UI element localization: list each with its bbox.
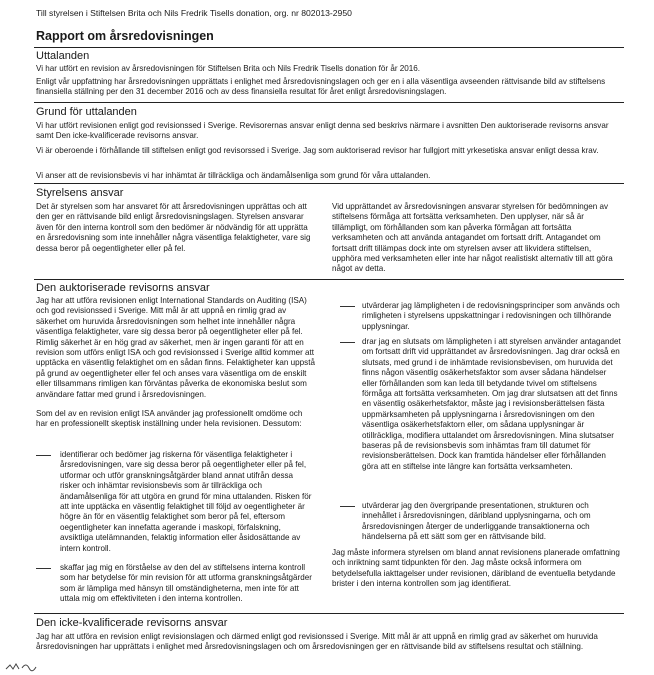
section-divider — [34, 47, 624, 48]
bullet-dash — [340, 342, 355, 343]
bullet-dash — [36, 568, 51, 569]
heading-styrelsens: Styrelsens ansvar — [36, 187, 124, 199]
auktoriserade-right-p1: Jag måste informera styrelsen om bland annat revisionens planerade omfattning och inriktning samt tidpunkten för den. Jag måste också informera om betydelsefulla iakttagelser under revisionen, däribland de eventuella betydande brister i den interna kontrollen som jag identifierat. — [332, 548, 620, 589]
addressee-line: Till styrelsen i Stiftelsen Brita och Nils Fredrik Tisells donation, org. nr 802013-2950 — [36, 8, 352, 18]
grund-p1: Vi har utfört revisionen enligt god revisionssed i Sverige. Revisorernas ansvar enligt denna sed beskrivs närmare i avsnitten Den auktoriserade revisorns ansvar samt Den icke-kvalificerade revisorns ansvar. — [36, 121, 609, 141]
bullet-dash — [340, 506, 355, 507]
styrelsens-right: Vid upprättandet av årsredovisningen ansvarar styrelsen för bedömningen av stiftelsens förmåga att fortsätta verksamheten. Den upplyser, när så är tillämpligt, om förhållanden som kan påverka förmågan att fortsätta verksamheten och att använda antagandet om fortsatt drift. Antagandet om fortsatt drift tillämpas dock inte om styrelsen avser att likvidera stiftelsen, upphöra med verksamheten eller inte har något realistiskt alternativ till att göra något av detta. — [332, 202, 613, 274]
report-title: Rapport om årsredovisningen — [36, 29, 214, 43]
auktoriserade-right-b1: utvärderar jag lämpligheten i de redovisningsprinciper som används och rimligheten i styrelsens uppskattningar i redovisningen och tillhörande upplysningar. — [362, 301, 620, 331]
heading-uttalanden: Uttalanden — [36, 50, 90, 62]
bullet-dash — [36, 455, 51, 456]
section-divider — [34, 183, 624, 184]
section-divider — [34, 613, 624, 614]
section-divider — [34, 102, 624, 103]
auktoriserade-left-p1: Jag har att utföra revisionen enligt International Standards on Auditing (ISA) och god revisionssed i Sverige. Mitt mål är att uppnå en rimlig grad av säkerhet om huruvida årsredovisningen som helhet inte innehåller några väsentliga felaktigheter, vare sig dessa beror på oegentligheter eller på fel. Rimlig säkerhet är en hög grad av säkerhet, men är ingen garanti för att en revision som utförs enligt ISA och god revisionssed i Sverige alltid kommer att upptäcka en väsentlig felaktighet om en sådan finns. Felaktigheter kan uppstå på grund av oegentligheter eller fel och anses vara väsentliga om de enskilt eller tillsammans rimligen kan förväntas påverka de ekonomiska beslut som användare fattar med grund i årsredovisningen. — [36, 296, 315, 399]
heading-ickekval: Den icke-kvalificerade revisorns ansvar — [36, 617, 228, 629]
bullet-dash — [340, 306, 355, 307]
auktoriserade-left-p2: Som del av en revision enligt ISA använder jag professionellt omdöme och har en professionellt skeptisk inställning under hela revisionen. Dessutom: — [36, 409, 303, 429]
uttalanden-p1: Vi har utfört en revision av årsredovisningen för Stiftelsen Brita och Nils Fredrik Tisells donation för år 2016. — [36, 64, 421, 73]
ickekval-p1: Jag har att utföra en revision enligt revisionslagen och därmed enligt god revisionssed i Sverige. Mitt mål är att uppnå en rimlig grad av säkerhet om huruvida årsredovisningen har upprättats i enlighet med årsredovisningslagen och om årsredovisningen ger en rättvisande bild av stiftelsens resultat och ställning. — [36, 632, 598, 652]
heading-grund: Grund för uttalanden — [36, 106, 137, 118]
auktoriserade-left-b2: skaffar jag mig en förståelse av den del av stiftelsens interna kontroll som har betydelse för min revision för att utforma granskningsåtgärder som är lämpliga med hänsyn till omständigheterna, men inte för att uttala mig om effektiviteten i den interna kontrollen. — [60, 563, 312, 604]
section-divider — [34, 279, 624, 280]
grund-p3: Vi anser att de revisionsbevis vi har inhämtat är tillräckliga och ändamålsenliga som grund för våra uttalanden. — [36, 171, 431, 180]
grund-p2: Vi är oberoende i förhållande till stiftelsen enligt god revisorssed i Sverige. Jag som auktoriserad revisor har fullgjort mitt yrkesetiska ansvar enligt dessa krav. — [36, 146, 599, 155]
heading-auktoriserade: Den auktoriserade revisorns ansvar — [36, 282, 210, 294]
styrelsens-left: Det är styrelsen som har ansvaret för att årsredovisningen upprättas och att den ger en rättvisande bild enligt årsredovisningslagen. Styrelsen ansvarar även för den interna kontroll som den bedömer är nödvändig för att upprätta en årsredovisning som inte innehåller några väsentliga felaktigheter, vare sig dessa beror på oegentligheter eller på fel. — [36, 202, 311, 253]
auktoriserade-left-b1: identifierar och bedömer jag riskerna för väsentliga felaktigheter i årsredovisningen, vare sig dessa beror på oegentligheter eller på fel, utformar och utför granskningsåtgärder bland annat utifrån dessa risker och inhämtar revisionsbevis som är tillräckliga och ändamålsenliga för att utgöra en grund för mina uttalanden. Risken för att inte upptäcka en väsentlig felaktighet till följd av oegentligheter är högre än för en väsentlig felaktighet som beror på fel, eftersom oegentligheter kan innefatta agerande i maskopi, förfalskning, avsiktliga utelämnanden, felaktig information eller åsidosättande av intern kontroll. — [60, 450, 312, 553]
signature-mark-icon — [4, 659, 44, 673]
uttalanden-p2: Enligt vår uppfattning har årsredovisningen upprättats i enlighet med årsredovisningslagen och ger en i alla väsentliga avseenden rättvisande bild av stiftelsens finansiella ställning per den 31 december 2016 och av dess finansiella resultat för året enligt årsredovisningslagen. — [36, 77, 606, 97]
auktoriserade-right-b3: utvärderar jag den övergripande presentationen, strukturen och innehållet i årsredovisningen, däribland upplysningarna, och om årsredovisningen återger de underliggande transaktionerna och händelserna på ett sätt som ger en rättvisande bild. — [362, 501, 591, 542]
auktoriserade-right-b2: drar jag en slutsats om lämpligheten i att styrelsen använder antagandet om fortsatt drift vid upprättandet av årsredovisningen. Jag drar också en slutsats, med grund i de inhämtade revisionsbevisen, om huruvida det finns någon väsentlig osäkerhetsfaktor som avser sådana händelser eller förhållanden som kan leda till betydande tvivel om stiftelsens förmåga att fortsätta verksamheten. Om jag drar slutsatsen att det finns en väsentlig osäkerhetsfaktor, måste jag i revisionsberättelsen fästa uppmärksamheten på upplysningarna i årsredovisningen om den väsentliga osäkerhetsfaktorn eller, om sådana upplysningar är otillräckliga, modifiera uttalandet om årsredovisningen. Mina slutsatser baseras på de revisionsbevis som inhämtas fram till datumet för revisionsberättelsen. Dock kan framtida händelser eller förhållanden göra att en stiftelse inte längre kan fortsätta verksamheten. — [362, 337, 621, 471]
